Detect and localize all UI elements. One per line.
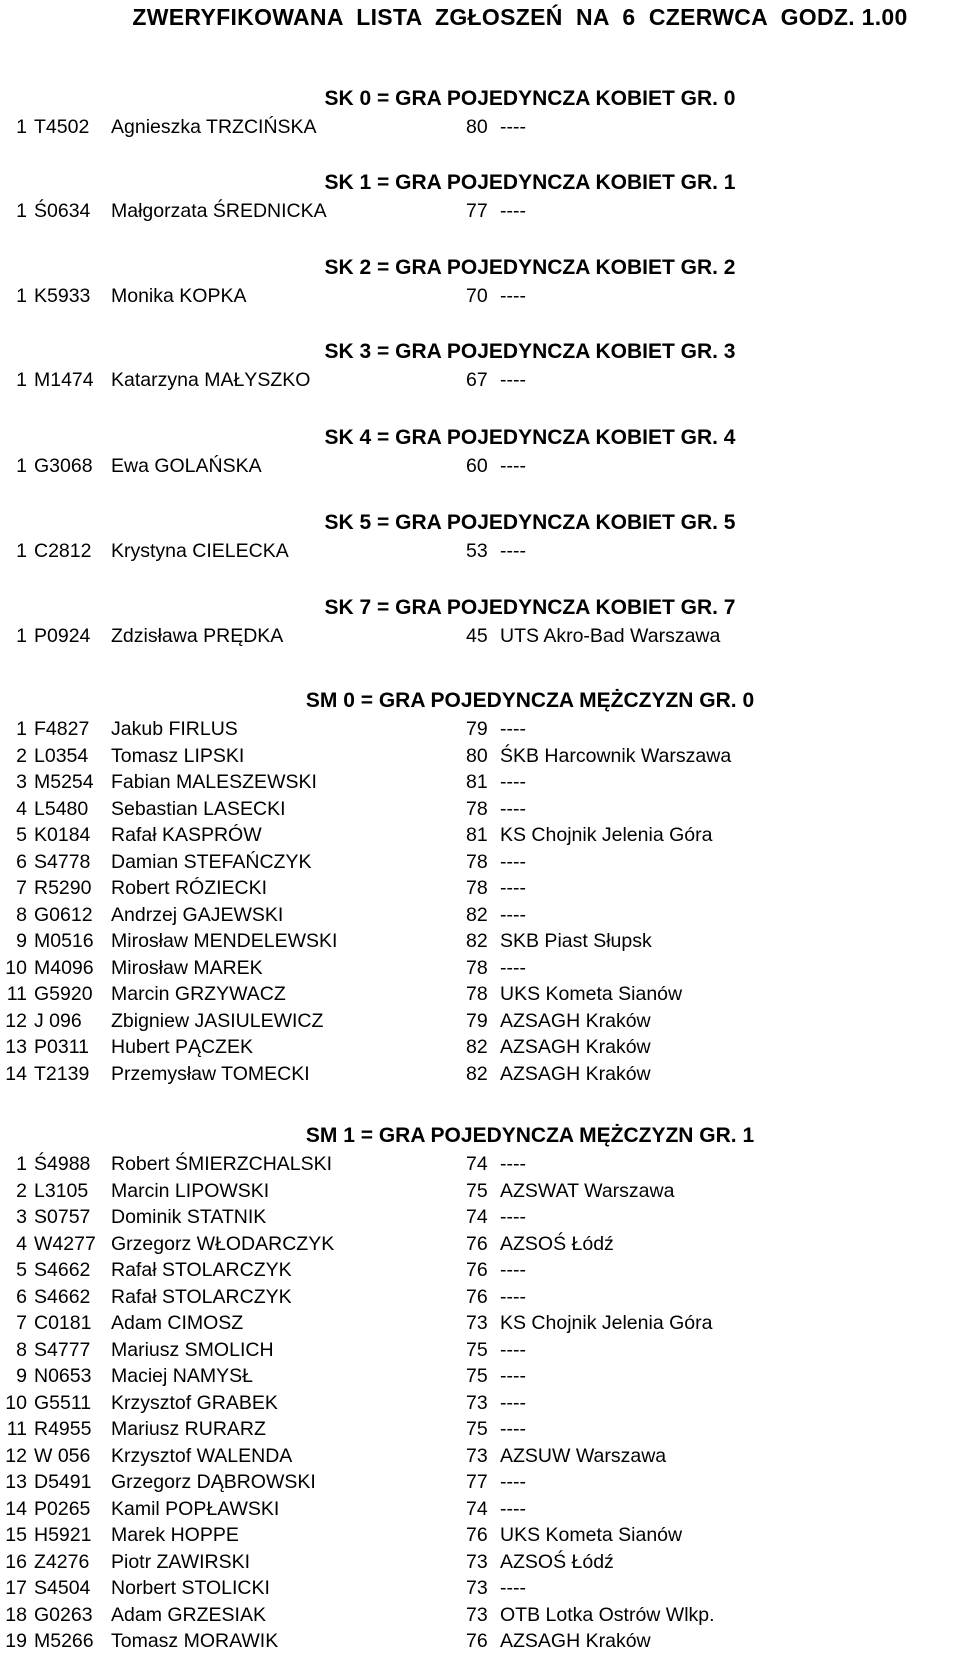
table-row: [0, 538, 960, 565]
entry-code: K5933: [34, 285, 91, 307]
entry-code: T4502: [34, 116, 90, 138]
table-row: [0, 1575, 960, 1602]
entry-score: 70: [466, 285, 488, 307]
entry-score: 45: [466, 625, 488, 647]
player-name: Ewa GOLAŃSKA: [111, 455, 262, 477]
entry-score: 75: [466, 1418, 488, 1440]
entry-number: 17: [5, 1577, 27, 1599]
section-header: SM 0 = GRA POJEDYNCZA MĘŻCZYZN GR. 0: [305, 689, 755, 712]
player-club: AZSWAT Warszawa: [500, 1179, 675, 1202]
entry-code: S4662: [34, 1285, 91, 1308]
player-name: Tomasz LIPSKI: [111, 744, 245, 767]
entry-code: W 056: [34, 1444, 91, 1467]
table-row: [0, 716, 960, 743]
section-header: SK 3 = GRA POJEDYNCZA KOBIET GR. 3: [324, 340, 736, 363]
player-club: ----: [500, 1206, 526, 1228]
player-club: ----: [500, 956, 526, 979]
player-name: Marcin LIPOWSKI: [111, 1179, 270, 1202]
entry-code: Ś4988: [34, 1153, 91, 1175]
entry-number: 13: [5, 1036, 27, 1058]
section-header: SK 1 = GRA POJEDYNCZA KOBIET GR. 1: [324, 171, 736, 194]
player-name: Damian STEFAŃCZYK: [111, 850, 312, 873]
entry-score: 79: [466, 718, 488, 740]
entry-number: 1: [16, 718, 27, 740]
player-name: Mirosław MENDELEWSKI: [111, 930, 338, 952]
player-club: ----: [500, 877, 526, 899]
entry-score: 77: [466, 1471, 488, 1493]
entry-code: S4504: [34, 1577, 91, 1599]
player-club: KS Chojnik Jelenia Góra: [500, 1312, 713, 1334]
entry-score: 78: [466, 850, 488, 873]
entry-number: 14: [5, 1062, 27, 1085]
entry-number: 3: [16, 771, 27, 793]
entry-code: D5491: [34, 1471, 92, 1493]
entry-number: 3: [16, 1206, 27, 1228]
entry-number: 10: [5, 956, 27, 979]
section-header: SK 2 = GRA POJEDYNCZA KOBIET GR. 2: [324, 256, 736, 279]
entry-number: 9: [16, 930, 27, 952]
entry-score: 76: [466, 1232, 488, 1255]
table-row: [0, 981, 960, 1008]
entry-score: 73: [466, 1312, 488, 1334]
entry-code: M5266: [34, 1630, 94, 1652]
entry-score: 82: [466, 1036, 488, 1058]
entry-code: L5480: [34, 797, 89, 820]
document-title: ZWERYFIKOWANA LISTA ZGŁOSZEŃ NA 6 CZERWCA GODZ. 1.00: [132, 4, 908, 30]
player-club: ----: [500, 718, 526, 740]
player-club: ----: [500, 1471, 526, 1493]
player-club: ----: [500, 771, 526, 793]
player-club: ----: [500, 285, 526, 307]
table-row: [0, 1204, 960, 1231]
table-row: [0, 1231, 960, 1258]
player-club: ----: [500, 797, 526, 820]
player-name: Adam CIMOSZ: [111, 1312, 244, 1334]
player-name: Andrzej GAJEWSKI: [111, 903, 284, 926]
player-club: ----: [500, 455, 526, 477]
player-name: Robert ŚMIERZCHALSKI: [111, 1153, 333, 1175]
player-name: Maciej NAMYSŁ: [111, 1365, 253, 1387]
player-name: Mariusz RURARZ: [111, 1418, 266, 1440]
table-row: [0, 1151, 960, 1178]
player-name: Jakub FIRLUS: [111, 718, 238, 740]
player-name: Grzegorz DĄBROWSKI: [111, 1471, 316, 1493]
player-name: Przemysław TOMECKI: [111, 1062, 310, 1085]
entry-number: 1: [16, 369, 27, 391]
player-club: ----: [500, 116, 526, 138]
entry-number: 18: [5, 1603, 27, 1626]
entry-number: 8: [16, 903, 27, 926]
entry-code: S4777: [34, 1338, 91, 1361]
player-club: UKS Kometa Sianów: [500, 983, 683, 1005]
entry-score: 75: [466, 1365, 488, 1387]
table-row: [0, 283, 960, 310]
player-club: ----: [500, 850, 526, 873]
entry-code: T2139: [34, 1062, 90, 1085]
table-row: [0, 1008, 960, 1035]
table-row: [0, 623, 960, 650]
section-sk3: [0, 337, 960, 394]
player-name: Robert RÓZIECKI: [111, 877, 268, 899]
entry-number: 6: [16, 850, 27, 873]
player-name: Norbert STOLICKI: [111, 1577, 270, 1599]
table-row: [0, 1443, 960, 1470]
entry-score: 78: [466, 956, 488, 979]
table-row: [0, 1284, 960, 1311]
entry-score: 82: [466, 903, 488, 926]
entry-score: 78: [466, 983, 488, 1005]
entry-number: 2: [16, 744, 27, 767]
player-name: Rafał KASPRÓW: [111, 824, 262, 846]
section-sk5: [0, 508, 960, 565]
player-name: Tomasz MORAWIK: [111, 1630, 279, 1652]
section-sk7: [0, 593, 960, 650]
entry-number: 1: [16, 625, 27, 647]
table-row: [0, 1061, 960, 1088]
player-name: Zdzisława PRĘDKA: [111, 625, 284, 647]
entry-number: 8: [16, 1338, 27, 1361]
player-club: ----: [500, 903, 526, 926]
entry-number: 5: [16, 824, 27, 846]
entry-code: L3105: [34, 1179, 89, 1202]
player-name: Krystyna CIELECKA: [111, 540, 289, 562]
entry-code: K0184: [34, 824, 91, 846]
section-header: SM 1 = GRA POJEDYNCZA MĘŻCZYZN GR. 1: [305, 1124, 755, 1147]
entry-number: 11: [6, 983, 27, 1005]
player-name: Małgorzata ŚREDNICKA: [111, 200, 327, 222]
entry-code: M4096: [34, 956, 94, 979]
player-club: ----: [500, 200, 526, 222]
entry-code: M1474: [34, 369, 94, 391]
entry-code: H5921: [34, 1524, 92, 1546]
entry-score: 74: [466, 1497, 488, 1520]
entry-number: 4: [16, 797, 27, 820]
player-club: OTB Lotka Ostrów Wlkp.: [500, 1603, 715, 1626]
entry-number: 7: [16, 1312, 27, 1334]
player-club: ----: [500, 540, 526, 562]
section-header: SK 7 = GRA POJEDYNCZA KOBIET GR. 7: [324, 596, 736, 619]
table-row: [0, 849, 960, 876]
section-header: SK 0 = GRA POJEDYNCZA KOBIET GR. 0: [324, 87, 736, 110]
entry-number: 5: [16, 1259, 27, 1281]
entry-number: 2: [16, 1179, 27, 1202]
player-club: ----: [500, 1391, 526, 1414]
section-sk4: [0, 423, 960, 480]
table-row: [0, 743, 960, 770]
player-club: ----: [500, 1577, 526, 1599]
section-sk2: [0, 253, 960, 310]
entry-code: M5254: [34, 771, 94, 793]
table-row: [0, 198, 960, 225]
player-club: UTS Akro-Bad Warszawa: [500, 625, 721, 647]
entry-score: 78: [466, 797, 488, 820]
entry-score: 79: [466, 1009, 488, 1032]
entry-score: 73: [466, 1391, 488, 1414]
player-name: Katarzyna MAŁYSZKO: [111, 369, 311, 391]
table-row: [0, 1034, 960, 1061]
entry-code: G5511: [34, 1391, 92, 1414]
entry-score: 81: [466, 824, 488, 846]
player-club: ----: [500, 1338, 526, 1361]
entry-score: 76: [466, 1524, 488, 1546]
player-club: AZSAGH Kraków: [500, 1009, 651, 1032]
entry-code: Ś0634: [34, 200, 91, 222]
section-sm1: [0, 1121, 960, 1655]
entry-number: 13: [5, 1471, 27, 1493]
player-club: AZSOŚ Łódź: [500, 1550, 614, 1573]
player-name: Monika KOPKA: [111, 285, 247, 307]
table-row: [0, 1416, 960, 1443]
table-row: [0, 955, 960, 982]
entry-number: 15: [5, 1524, 27, 1546]
player-club: ----: [500, 369, 526, 391]
entry-number: 1: [16, 540, 27, 562]
section-sm0: [0, 686, 960, 1087]
entry-score: 82: [466, 1062, 488, 1085]
entry-score: 78: [466, 877, 488, 899]
entry-score: 73: [466, 1603, 488, 1626]
entry-number: 1: [16, 1153, 27, 1175]
player-club: KS Chojnik Jelenia Góra: [500, 824, 713, 846]
entry-number: 1: [16, 200, 27, 222]
entry-number: 11: [6, 1418, 27, 1440]
table-row: [0, 1522, 960, 1549]
entry-score: 75: [466, 1179, 488, 1202]
player-club: ----: [500, 1153, 526, 1175]
player-name: Dominik STATNIK: [111, 1206, 267, 1228]
entry-code: F4827: [34, 718, 90, 740]
player-name: Mirosław MAREK: [111, 956, 263, 979]
entry-score: 73: [466, 1444, 488, 1467]
player-name: Sebastian LASECKI: [111, 797, 286, 820]
entry-number: 9: [16, 1365, 27, 1387]
entry-code: J 096: [34, 1009, 82, 1032]
player-club: ----: [500, 1259, 526, 1281]
entry-code: P0265: [34, 1497, 91, 1520]
entry-code: L0354: [34, 744, 89, 767]
player-club: ŚKB Harcownik Warszawa: [500, 744, 732, 767]
entry-number: 1: [16, 285, 27, 307]
player-name: Adam GRZESIAK: [111, 1603, 266, 1626]
player-name: Grzegorz WŁODARCZYK: [111, 1232, 335, 1255]
entry-number: 1: [16, 455, 27, 477]
entry-number: 7: [16, 877, 27, 899]
entry-number: 19: [5, 1630, 27, 1652]
entry-score: 76: [466, 1285, 488, 1308]
entry-score: 76: [466, 1259, 488, 1281]
entry-score: 73: [466, 1550, 488, 1573]
entry-code: G0263: [34, 1603, 93, 1626]
entry-number: 4: [16, 1232, 27, 1255]
table-row: [0, 1602, 960, 1629]
player-club: ----: [500, 1418, 526, 1440]
table-row: [0, 1628, 960, 1655]
table-row: [0, 769, 960, 796]
entry-code: S4662: [34, 1259, 91, 1281]
entry-score: 80: [466, 116, 488, 138]
entry-code: R5290: [34, 877, 92, 899]
section-header: SK 4 = GRA POJEDYNCZA KOBIET GR. 4: [324, 426, 736, 449]
entry-score: 60: [466, 455, 488, 477]
section-header: SK 5 = GRA POJEDYNCZA KOBIET GR. 5: [324, 511, 736, 534]
player-name: Kamil POPŁAWSKI: [111, 1497, 280, 1520]
entry-number: 12: [5, 1009, 27, 1032]
entry-code: S0757: [34, 1206, 91, 1228]
table-row: [0, 1178, 960, 1205]
player-name: Hubert PĄCZEK: [111, 1036, 253, 1058]
player-club: AZSAGH Kraków: [500, 1036, 651, 1058]
entry-code: P0924: [34, 625, 91, 647]
entry-score: 76: [466, 1630, 488, 1652]
entry-code: S4778: [34, 850, 91, 873]
table-row: [0, 796, 960, 823]
entry-number: 1: [16, 116, 27, 138]
entry-code: R4955: [34, 1418, 92, 1440]
entry-score: 75: [466, 1338, 488, 1361]
entry-code: G5920: [34, 983, 93, 1005]
player-club: AZSAGH Kraków: [500, 1062, 651, 1085]
table-row: [0, 1257, 960, 1284]
section-sk0: [0, 84, 960, 141]
player-name: Krzysztof WALENDA: [111, 1444, 293, 1467]
table-row: [0, 367, 960, 394]
entry-code: N0653: [34, 1365, 92, 1387]
entry-code: Z4276: [34, 1550, 90, 1573]
table-row: [0, 928, 960, 955]
entry-code: G3068: [34, 455, 93, 477]
table-row: [0, 1390, 960, 1417]
table-row: [0, 1363, 960, 1390]
player-club: AZSOŚ Łódź: [500, 1232, 614, 1255]
entry-number: 10: [5, 1391, 27, 1414]
player-club: SKB Piast Słupsk: [500, 930, 652, 952]
player-name: Rafał STOLARCZYK: [111, 1259, 292, 1281]
table-row: [0, 1496, 960, 1523]
table-row: [0, 1337, 960, 1364]
entry-code: P0311: [34, 1036, 89, 1058]
entry-score: 67: [466, 369, 488, 391]
player-name: Fabian MALESZEWSKI: [111, 771, 317, 793]
entry-score: 82: [466, 930, 488, 952]
player-name: Marcin GRZYWACZ: [111, 983, 286, 1005]
entry-code: G0612: [34, 903, 93, 926]
entry-number: 16: [5, 1550, 27, 1573]
table-row: [0, 1310, 960, 1337]
player-name: Piotr ZAWIRSKI: [111, 1550, 251, 1573]
table-row: [0, 875, 960, 902]
table-row: [0, 1469, 960, 1496]
table-row: [0, 453, 960, 480]
player-name: Krzysztof GRABEK: [111, 1391, 278, 1414]
player-name: Zbigniew JASIULEWICZ: [111, 1009, 324, 1032]
entry-score: 53: [466, 540, 488, 562]
entry-score: 80: [466, 744, 488, 767]
entry-score: 74: [466, 1153, 488, 1175]
entry-score: 74: [466, 1206, 488, 1228]
player-club: AZSUW Warszawa: [500, 1444, 667, 1467]
player-club: ----: [500, 1285, 526, 1308]
entry-score: 73: [466, 1577, 488, 1599]
table-row: [0, 114, 960, 141]
entry-code: W4277: [34, 1232, 96, 1255]
player-club: ----: [500, 1497, 526, 1520]
entry-number: 12: [5, 1444, 27, 1467]
player-name: Agnieszka TRZCIŃSKA: [111, 116, 317, 138]
player-name: Rafał STOLARCZYK: [111, 1285, 292, 1308]
section-sk1: [0, 168, 960, 225]
entry-score: 77: [466, 200, 488, 222]
entry-number: 6: [16, 1285, 27, 1308]
entry-code: M0516: [34, 930, 94, 952]
player-name: Mariusz SMOLICH: [111, 1338, 274, 1361]
entry-code: C0181: [34, 1312, 92, 1334]
entry-code: C2812: [34, 540, 92, 562]
table-row: [0, 1549, 960, 1576]
entry-score: 81: [466, 771, 488, 793]
player-club: AZSAGH Kraków: [500, 1630, 651, 1652]
player-club: ----: [500, 1365, 526, 1387]
table-row: [0, 902, 960, 929]
entry-number: 14: [5, 1497, 27, 1520]
table-row: [0, 822, 960, 849]
player-name: Marek HOPPE: [111, 1524, 239, 1546]
player-club: UKS Kometa Sianów: [500, 1524, 683, 1546]
